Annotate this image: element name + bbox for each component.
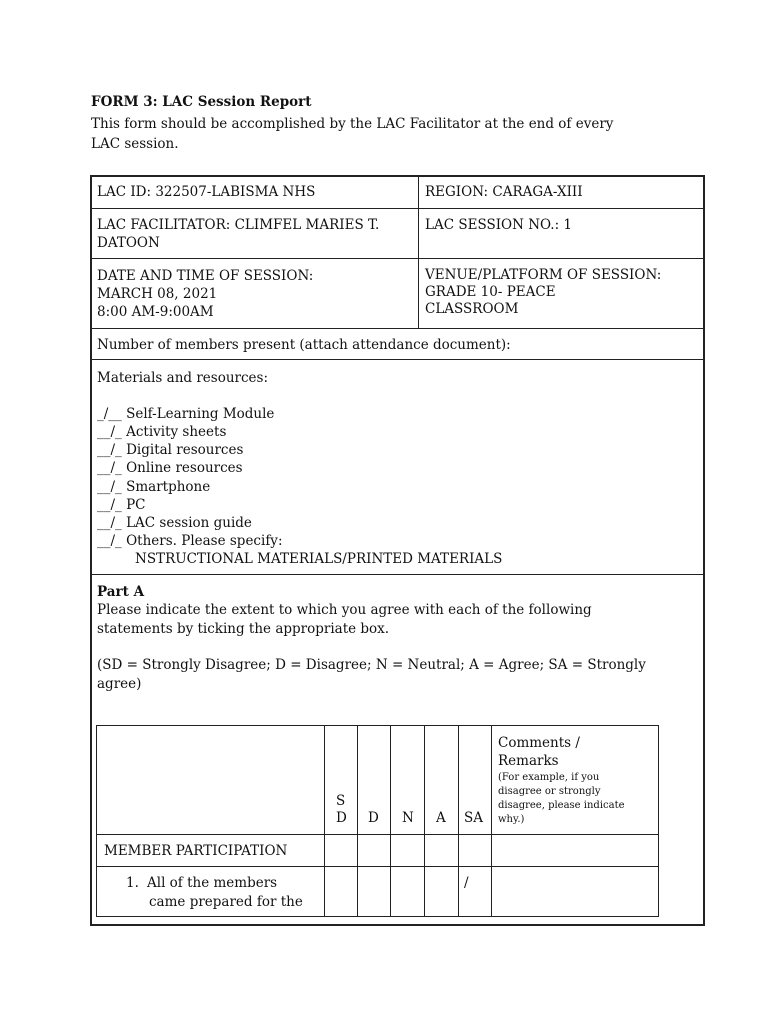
rating-row-line	[97, 834, 658, 835]
facilitator-field: LAC FACILITATOR: CLIMFEL MARIES T.	[97, 217, 380, 233]
material-item: __/_ Digital resources	[97, 442, 244, 458]
date-value: MARCH 08, 2021	[97, 286, 218, 302]
venue-value: GRADE 10- PEACE	[425, 284, 556, 300]
rating-col-line	[458, 726, 459, 916]
info-row-line-3	[91, 328, 704, 329]
session-no-field: LAC SESSION NO.: 1	[425, 217, 573, 233]
members-present-label: Number of members present (attach attendance document):	[97, 337, 511, 353]
material-item: _/__ Self-Learning Module	[97, 406, 275, 422]
form-intro-line1: This form should be accomplished by the LAC Facilitator at the end of every	[91, 116, 614, 132]
col-header-sd-cont: D	[336, 810, 347, 826]
comments-note: (For example, if you disagree or strongly disagree, please indicate why.)	[498, 772, 625, 825]
info-row-line-1	[91, 208, 704, 209]
col-header-n: N	[402, 810, 414, 826]
materials-heading: Materials and resources:	[97, 370, 268, 386]
region-field: REGION: CARAGA-XIII	[425, 184, 583, 200]
members-row-line	[91, 359, 704, 360]
statement-text-cont: came prepared for the	[149, 894, 303, 910]
info-row-line-2	[91, 258, 704, 259]
rating-legend: (SD = Strongly Disagree; D = Disagree; N = Neutral; A = Agree; SA = Strongly	[97, 657, 646, 673]
statement-number: 1.	[126, 875, 139, 891]
venue-value-cont: CLASSROOM	[425, 301, 519, 317]
time-value: 8:00 AM-9:00AM	[97, 304, 214, 320]
part-a-instruction: Please indicate the extent to which you agree with each of the following	[97, 602, 592, 618]
material-item: __/_ Others. Please specify:	[97, 533, 283, 549]
date-time-label: DATE AND TIME OF SESSION:	[97, 268, 314, 284]
others-specify-value: NSTRUCTIONAL MATERIALS/PRINTED MATERIALS	[135, 551, 503, 567]
materials-row-line	[91, 574, 704, 575]
material-item: __/_ LAC session guide	[97, 515, 252, 531]
rating-legend-cont: agree)	[97, 676, 142, 692]
col-header-sd: S	[336, 793, 346, 809]
sa-check-mark: /	[464, 875, 469, 891]
col-header-sa: SA	[464, 810, 483, 826]
rating-col-line	[324, 726, 325, 916]
col-header-comments-cont: Remarks	[498, 753, 559, 769]
rating-col-line	[390, 726, 391, 916]
form-intro	[91, 114, 681, 154]
col-header-d: D	[368, 810, 379, 826]
rating-col-line	[357, 726, 358, 916]
rating-col-line	[424, 726, 425, 916]
material-item: __/_ Online resources	[97, 460, 243, 476]
form-intro-line2: LAC session.	[91, 136, 179, 152]
col-header-comments: Comments /	[498, 735, 580, 751]
form-title: FORM 3: LAC Session Report	[91, 94, 312, 110]
venue-label: VENUE/PLATFORM OF SESSION:	[425, 267, 662, 283]
rating-col-line	[491, 726, 492, 916]
part-a-heading: Part A	[97, 584, 145, 600]
facilitator-field-cont: DATOON	[97, 235, 160, 251]
part-a-instruction-cont: statements by ticking the appropriate box.	[97, 621, 390, 637]
section-member-participation: MEMBER PARTICIPATION	[104, 843, 288, 859]
lac-id-field: LAC ID: 322507-LABISMA NHS	[97, 184, 316, 200]
material-item: __/_ PC	[97, 497, 146, 513]
statement-text: All of the members	[147, 875, 278, 891]
material-item: __/_ Activity sheets	[97, 424, 227, 440]
material-item: __/_ Smartphone	[97, 479, 211, 495]
col-header-a: A	[436, 810, 446, 826]
info-divider	[418, 176, 419, 328]
rating-row-line	[97, 866, 658, 867]
